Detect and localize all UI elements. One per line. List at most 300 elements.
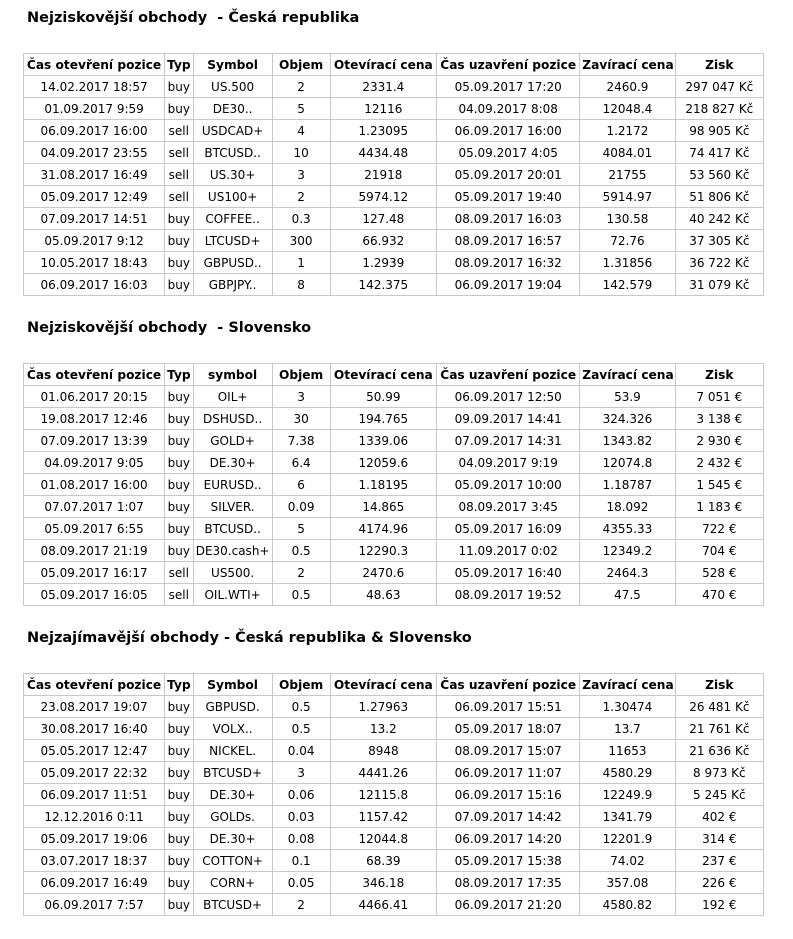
cell-close-price: 357.08 (580, 872, 675, 894)
cell-symbol: EURUSD.. (193, 474, 272, 496)
cell-open-price: 12115.8 (330, 784, 437, 806)
cell-symbol: USDCAD+ (193, 120, 272, 142)
cell-type: buy (165, 518, 193, 540)
cell-symbol: NICKEL. (193, 740, 272, 762)
cell-volume: 30 (272, 408, 330, 430)
cell-close-time: 06.09.2017 14:20 (437, 828, 580, 850)
cell-type: sell (165, 186, 193, 208)
cell-open-price: 8948 (330, 740, 437, 762)
cell-symbol: SILVER. (193, 496, 272, 518)
cell-volume: 0.5 (272, 584, 330, 606)
cell-open-time: 05.09.2017 6:55 (24, 518, 165, 540)
column-header-open-price: Otevírací cena (330, 54, 437, 76)
cell-open-time: 06.09.2017 16:49 (24, 872, 165, 894)
cell-profit: 2 930 € (675, 430, 763, 452)
cell-close-price: 72.76 (580, 230, 675, 252)
cell-close-time: 08.09.2017 17:35 (437, 872, 580, 894)
cell-close-price: 13.7 (580, 718, 675, 740)
cell-symbol: OIL+ (193, 386, 272, 408)
cell-volume: 0.09 (272, 496, 330, 518)
cell-open-time: 05.09.2017 19:06 (24, 828, 165, 850)
cell-open-price: 2470.6 (330, 562, 437, 584)
cell-type: buy (165, 274, 193, 296)
cell-open-price: 194.765 (330, 408, 437, 430)
cell-open-price: 50.99 (330, 386, 437, 408)
cell-open-time: 07.09.2017 13:39 (24, 430, 165, 452)
cell-close-price: 4580.29 (580, 762, 675, 784)
cell-volume: 7.38 (272, 430, 330, 452)
cell-volume: 0.03 (272, 806, 330, 828)
table-row (24, 762, 764, 784)
cell-type: sell (165, 164, 193, 186)
cell-type: buy (165, 784, 193, 806)
column-header-profit: Zisk (675, 54, 763, 76)
cell-profit: 704 € (675, 540, 763, 562)
cell-close-price: 2464.3 (580, 562, 675, 584)
table-row (24, 696, 764, 718)
cell-close-time: 05.09.2017 16:09 (437, 518, 580, 540)
cell-type: buy (165, 740, 193, 762)
cell-open-price: 142.375 (330, 274, 437, 296)
cell-close-price: 12074.8 (580, 452, 675, 474)
cell-volume: 2 (272, 894, 330, 916)
cell-symbol: DE30.. (193, 98, 272, 120)
cell-profit: 297 047 Kč (675, 76, 763, 98)
cell-volume: 0.06 (272, 784, 330, 806)
column-header-symbol: Symbol (193, 674, 272, 696)
cell-volume: 0.1 (272, 850, 330, 872)
table-row (24, 584, 764, 606)
cell-close-price: 1.18787 (580, 474, 675, 496)
column-header-close-time: Čas uzavření pozice (437, 674, 580, 696)
cell-type: sell (165, 120, 193, 142)
cell-volume: 0.04 (272, 740, 330, 762)
cell-profit: 1 545 € (675, 474, 763, 496)
table-row (24, 872, 764, 894)
cell-volume: 2 (272, 562, 330, 584)
cell-close-price: 4580.82 (580, 894, 675, 916)
cell-open-price: 14.865 (330, 496, 437, 518)
cell-open-price: 1157.42 (330, 806, 437, 828)
table-row (24, 474, 764, 496)
cell-open-time: 05.09.2017 16:17 (24, 562, 165, 584)
cell-profit: 53 560 Kč (675, 164, 763, 186)
cell-symbol: GBPUSD.. (193, 252, 272, 274)
cell-close-price: 1.2172 (580, 120, 675, 142)
cell-symbol: GBPUSD. (193, 696, 272, 718)
cell-type: buy (165, 252, 193, 274)
cell-open-price: 12044.8 (330, 828, 437, 850)
table-row (24, 894, 764, 916)
cell-open-price: 1.27963 (330, 696, 437, 718)
cell-profit: 1 183 € (675, 496, 763, 518)
table-row (24, 540, 764, 562)
cell-volume: 300 (272, 230, 330, 252)
table-row (24, 408, 764, 430)
cell-type: buy (165, 208, 193, 230)
column-header-open-time: Čas otevření pozice (24, 674, 165, 696)
cell-type: buy (165, 98, 193, 120)
cell-open-price: 1.23095 (330, 120, 437, 142)
cell-profit: 722 € (675, 518, 763, 540)
cell-open-price: 48.63 (330, 584, 437, 606)
cell-volume: 0.5 (272, 696, 330, 718)
cell-open-time: 31.08.2017 16:49 (24, 164, 165, 186)
cell-close-price: 12048.4 (580, 98, 675, 120)
table-row (24, 496, 764, 518)
cell-close-price: 4084.01 (580, 142, 675, 164)
section-title-cz: Nejziskovější obchody - Česká republika (27, 10, 360, 26)
cell-type: buy (165, 496, 193, 518)
cell-type: buy (165, 718, 193, 740)
cell-close-time: 04.09.2017 8:08 (437, 98, 580, 120)
column-header-profit: Zisk (675, 674, 763, 696)
cell-close-time: 07.09.2017 14:42 (437, 806, 580, 828)
cell-open-price: 12059.6 (330, 452, 437, 474)
cell-profit: 37 305 Kč (675, 230, 763, 252)
cell-profit: 21 761 Kč (675, 718, 763, 740)
cell-close-time: 08.09.2017 16:32 (437, 252, 580, 274)
cell-type: buy (165, 408, 193, 430)
cell-profit: 7 051 € (675, 386, 763, 408)
cell-profit: 237 € (675, 850, 763, 872)
cell-open-time: 06.09.2017 11:51 (24, 784, 165, 806)
cell-symbol: GOLDs. (193, 806, 272, 828)
cell-type: sell (165, 142, 193, 164)
cell-close-time: 06.09.2017 15:16 (437, 784, 580, 806)
cell-close-price: 1.31856 (580, 252, 675, 274)
header-row (24, 54, 764, 76)
cell-volume: 5 (272, 518, 330, 540)
cell-profit: 470 € (675, 584, 763, 606)
table-body (24, 386, 764, 606)
cell-close-price: 5914.97 (580, 186, 675, 208)
cell-symbol: COTTON+ (193, 850, 272, 872)
cell-type: buy (165, 76, 193, 98)
cell-symbol: VOLX.. (193, 718, 272, 740)
cell-open-price: 1.2939 (330, 252, 437, 274)
cell-open-price: 346.18 (330, 872, 437, 894)
column-header-type: Typ (165, 674, 193, 696)
cell-symbol: US500. (193, 562, 272, 584)
column-header-volume: Objem (272, 54, 330, 76)
cell-type: buy (165, 696, 193, 718)
cell-open-price: 1339.06 (330, 430, 437, 452)
cell-close-time: 08.09.2017 3:45 (437, 496, 580, 518)
column-header-close-price: Zavírací cena (580, 674, 675, 696)
table-row (24, 274, 764, 296)
table-row (24, 230, 764, 252)
cell-open-price: 13.2 (330, 718, 437, 740)
cell-type: buy (165, 230, 193, 252)
table-row (24, 718, 764, 740)
cell-profit: 226 € (675, 872, 763, 894)
cell-volume: 0.5 (272, 718, 330, 740)
cell-symbol: BTCUSD.. (193, 142, 272, 164)
cell-open-price: 4174.96 (330, 518, 437, 540)
cell-profit: 98 905 Kč (675, 120, 763, 142)
cell-open-time: 14.02.2017 18:57 (24, 76, 165, 98)
cell-close-time: 06.09.2017 12:50 (437, 386, 580, 408)
cell-profit: 528 € (675, 562, 763, 584)
cell-close-time: 07.09.2017 14:31 (437, 430, 580, 452)
cell-symbol: US100+ (193, 186, 272, 208)
cell-close-price: 21755 (580, 164, 675, 186)
cell-symbol: US.500 (193, 76, 272, 98)
cell-close-time: 08.09.2017 15:07 (437, 740, 580, 762)
cell-volume: 3 (272, 762, 330, 784)
cell-volume: 1 (272, 252, 330, 274)
cell-close-price: 53.9 (580, 386, 675, 408)
cell-type: buy (165, 872, 193, 894)
cell-close-time: 05.09.2017 17:20 (437, 76, 580, 98)
table-row (24, 518, 764, 540)
cell-profit: 402 € (675, 806, 763, 828)
cell-open-time: 05.09.2017 9:12 (24, 230, 165, 252)
cell-volume: 8 (272, 274, 330, 296)
column-header-symbol: Symbol (193, 54, 272, 76)
cell-open-time: 10.05.2017 18:43 (24, 252, 165, 274)
column-header-close-price: Zavírací cena (580, 364, 675, 386)
cell-open-price: 4466.41 (330, 894, 437, 916)
cell-open-time: 01.09.2017 9:59 (24, 98, 165, 120)
cell-open-time: 07.09.2017 14:51 (24, 208, 165, 230)
cell-open-time: 23.08.2017 19:07 (24, 696, 165, 718)
column-header-open-time: Čas otevření pozice (24, 364, 165, 386)
table-row (24, 98, 764, 120)
cell-symbol: DE.30+ (193, 452, 272, 474)
cell-open-time: 19.08.2017 12:46 (24, 408, 165, 430)
cell-profit: 26 481 Kč (675, 696, 763, 718)
cell-open-time: 01.06.2017 20:15 (24, 386, 165, 408)
column-header-volume: Objem (272, 364, 330, 386)
cell-close-price: 11653 (580, 740, 675, 762)
cell-close-price: 142.579 (580, 274, 675, 296)
cell-symbol: DE.30+ (193, 784, 272, 806)
cell-close-price: 4355.33 (580, 518, 675, 540)
cell-open-time: 05.09.2017 12:49 (24, 186, 165, 208)
cell-open-time: 06.09.2017 16:00 (24, 120, 165, 142)
cell-close-time: 08.09.2017 16:57 (437, 230, 580, 252)
cell-close-time: 05.09.2017 10:00 (437, 474, 580, 496)
cell-open-time: 05.09.2017 22:32 (24, 762, 165, 784)
cell-symbol: DSHUSD.. (193, 408, 272, 430)
cell-type: buy (165, 894, 193, 916)
cell-open-price: 4441.26 (330, 762, 437, 784)
cell-volume: 0.5 (272, 540, 330, 562)
cell-symbol: GBPJPY.. (193, 274, 272, 296)
cell-close-time: 06.09.2017 19:04 (437, 274, 580, 296)
cell-open-time: 05.05.2017 12:47 (24, 740, 165, 762)
cell-close-time: 06.09.2017 11:07 (437, 762, 580, 784)
cell-type: sell (165, 562, 193, 584)
cell-volume: 4 (272, 120, 330, 142)
cell-profit: 3 138 € (675, 408, 763, 430)
cell-symbol: US.30+ (193, 164, 272, 186)
cell-open-price: 127.48 (330, 208, 437, 230)
cell-profit: 8 973 Kč (675, 762, 763, 784)
cell-profit: 192 € (675, 894, 763, 916)
cell-close-time: 09.09.2017 14:41 (437, 408, 580, 430)
cell-volume: 10 (272, 142, 330, 164)
cell-symbol: DE30.cash+ (193, 540, 272, 562)
trades-table-sk (23, 363, 764, 606)
cell-close-price: 47.5 (580, 584, 675, 606)
column-header-symbol: symbol (193, 364, 272, 386)
cell-close-price: 12249.9 (580, 784, 675, 806)
cell-close-time: 08.09.2017 16:03 (437, 208, 580, 230)
cell-volume: 0.08 (272, 828, 330, 850)
table-row (24, 120, 764, 142)
cell-open-price: 12116 (330, 98, 437, 120)
cell-profit: 36 722 Kč (675, 252, 763, 274)
cell-close-price: 2460.9 (580, 76, 675, 98)
cell-close-price: 12201.9 (580, 828, 675, 850)
trades-table-cz-sk (23, 673, 764, 916)
column-header-close-time: Čas uzavření pozice (437, 364, 580, 386)
cell-volume: 6.4 (272, 452, 330, 474)
table-row (24, 186, 764, 208)
cell-type: buy (165, 762, 193, 784)
cell-open-time: 01.08.2017 16:00 (24, 474, 165, 496)
column-header-close-time: Čas uzavření pozice (437, 54, 580, 76)
cell-close-time: 05.09.2017 20:01 (437, 164, 580, 186)
cell-profit: 21 636 Kč (675, 740, 763, 762)
cell-type: buy (165, 430, 193, 452)
cell-profit: 5 245 Kč (675, 784, 763, 806)
cell-type: buy (165, 850, 193, 872)
table-row (24, 850, 764, 872)
table-row (24, 208, 764, 230)
cell-symbol: BTCUSD+ (193, 762, 272, 784)
section-title-sk: Nejziskovější obchody - Slovensko (27, 320, 312, 336)
cell-type: buy (165, 452, 193, 474)
table-row (24, 452, 764, 474)
table-row (24, 386, 764, 408)
cell-volume: 3 (272, 164, 330, 186)
cell-close-price: 324.326 (580, 408, 675, 430)
cell-close-time: 06.09.2017 15:51 (437, 696, 580, 718)
cell-open-time: 30.08.2017 16:40 (24, 718, 165, 740)
cell-close-price: 130.58 (580, 208, 675, 230)
cell-profit: 40 242 Kč (675, 208, 763, 230)
cell-close-time: 05.09.2017 18:07 (437, 718, 580, 740)
table-row (24, 430, 764, 452)
cell-symbol: BTCUSD+ (193, 894, 272, 916)
cell-close-time: 05.09.2017 19:40 (437, 186, 580, 208)
cell-symbol: DE.30+ (193, 828, 272, 850)
column-header-volume: Objem (272, 674, 330, 696)
cell-open-price: 12290.3 (330, 540, 437, 562)
cell-profit: 2 432 € (675, 452, 763, 474)
cell-volume: 2 (272, 76, 330, 98)
cell-type: buy (165, 828, 193, 850)
cell-close-price: 12349.2 (580, 540, 675, 562)
cell-profit: 51 806 Kč (675, 186, 763, 208)
cell-open-time: 05.09.2017 16:05 (24, 584, 165, 606)
cell-close-time: 05.09.2017 16:40 (437, 562, 580, 584)
table-row (24, 164, 764, 186)
cell-close-price: 18.092 (580, 496, 675, 518)
cell-close-time: 04.09.2017 9:19 (437, 452, 580, 474)
cell-close-price: 1.30474 (580, 696, 675, 718)
cell-open-time: 12.12.2016 0:11 (24, 806, 165, 828)
cell-open-time: 06.09.2017 16:03 (24, 274, 165, 296)
cell-type: buy (165, 540, 193, 562)
cell-volume: 0.3 (272, 208, 330, 230)
cell-open-price: 1.18195 (330, 474, 437, 496)
column-header-open-price: Otevírací cena (330, 674, 437, 696)
cell-open-price: 2331.4 (330, 76, 437, 98)
table-row (24, 828, 764, 850)
cell-symbol: LTCUSD+ (193, 230, 272, 252)
cell-open-time: 03.07.2017 18:37 (24, 850, 165, 872)
cell-profit: 31 079 Kč (675, 274, 763, 296)
cell-symbol: GOLD+ (193, 430, 272, 452)
cell-close-price: 74.02 (580, 850, 675, 872)
table-row (24, 740, 764, 762)
cell-close-time: 06.09.2017 21:20 (437, 894, 580, 916)
cell-profit: 74 417 Kč (675, 142, 763, 164)
table-row (24, 76, 764, 98)
cell-profit: 218 827 Kč (675, 98, 763, 120)
cell-type: buy (165, 386, 193, 408)
cell-symbol: BTCUSD.. (193, 518, 272, 540)
section-title-cz-sk: Nejzajímavější obchody - Česká republika & Slovensko (27, 630, 472, 646)
column-header-type: Typ (165, 364, 193, 386)
table-row (24, 562, 764, 584)
trades-table-cz (23, 53, 764, 296)
cell-volume: 3 (272, 386, 330, 408)
cell-open-price: 21918 (330, 164, 437, 186)
cell-volume: 6 (272, 474, 330, 496)
cell-open-price: 5974.12 (330, 186, 437, 208)
table-row (24, 142, 764, 164)
cell-symbol: COFFEE.. (193, 208, 272, 230)
cell-open-price: 4434.48 (330, 142, 437, 164)
column-header-open-price: Otevírací cena (330, 364, 437, 386)
cell-volume: 5 (272, 98, 330, 120)
table-row (24, 806, 764, 828)
cell-open-price: 68.39 (330, 850, 437, 872)
header-row (24, 674, 764, 696)
table-body (24, 76, 764, 296)
cell-close-time: 05.09.2017 15:38 (437, 850, 580, 872)
cell-open-time: 06.09.2017 7:57 (24, 894, 165, 916)
cell-type: buy (165, 806, 193, 828)
cell-close-price: 1343.82 (580, 430, 675, 452)
table-row (24, 784, 764, 806)
table-row (24, 252, 764, 274)
column-header-close-price: Zavírací cena (580, 54, 675, 76)
cell-profit: 314 € (675, 828, 763, 850)
cell-open-time: 08.09.2017 21:19 (24, 540, 165, 562)
cell-symbol: OIL.WTI+ (193, 584, 272, 606)
cell-close-time: 11.09.2017 0:02 (437, 540, 580, 562)
cell-type: buy (165, 474, 193, 496)
cell-close-time: 08.09.2017 19:52 (437, 584, 580, 606)
cell-volume: 2 (272, 186, 330, 208)
column-header-open-time: Čas otevření pozice (24, 54, 165, 76)
cell-open-time: 04.09.2017 23:55 (24, 142, 165, 164)
cell-type: sell (165, 584, 193, 606)
cell-volume: 0.05 (272, 872, 330, 894)
table-body (24, 696, 764, 916)
cell-open-time: 07.07.2017 1:07 (24, 496, 165, 518)
column-header-type: Typ (165, 54, 193, 76)
cell-open-price: 66.932 (330, 230, 437, 252)
cell-close-time: 05.09.2017 4:05 (437, 142, 580, 164)
